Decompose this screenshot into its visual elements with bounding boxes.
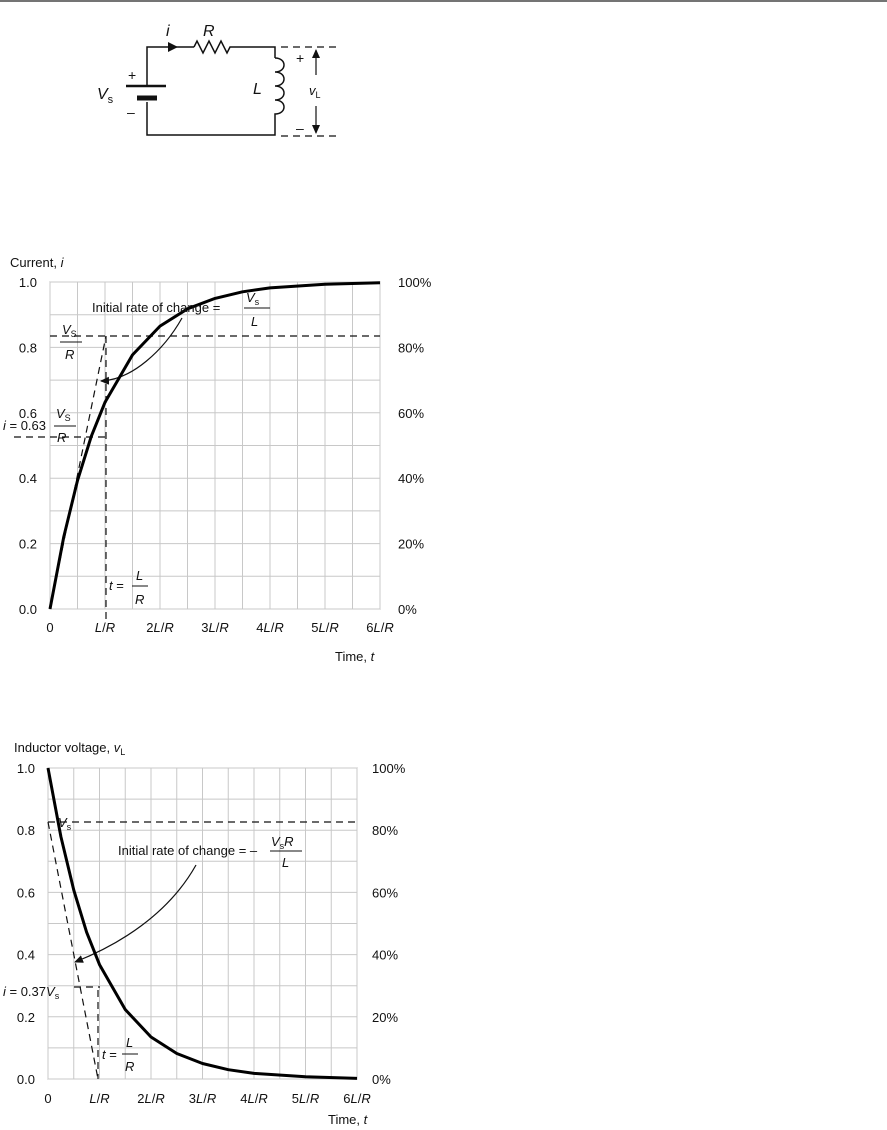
chart1-y-tick-label: 0.4	[18, 471, 37, 487]
chart2-rate-num: $V_sR$	[271, 834, 294, 851]
chart2-y-right-tick-label: 40%	[372, 947, 399, 963]
chart2-x-tick-label: 6L/R	[343, 1091, 371, 1106]
chart2-vs-label: $V_s$	[58, 815, 72, 832]
chart1-y-tick-label: 1.0	[18, 275, 37, 290]
chart1-y-tick-label: 0.0	[18, 602, 37, 617]
vl-minus: –	[296, 120, 304, 136]
source-plus: +	[128, 67, 137, 83]
chart1-x-tick-label: 3L/R	[201, 620, 229, 635]
chart2-rate-den: L	[282, 855, 290, 870]
voltage-chart	[3, 740, 406, 1127]
chart1-y-right-tick-label: 0%	[398, 602, 417, 617]
chart2-rate-text: Initial rate of change = –	[118, 843, 258, 858]
chart1-x-tick-label: L/R	[94, 620, 116, 635]
chart1-y-right-tick-label: 80%	[398, 340, 425, 356]
chart1-y-right-tick-label: 40%	[398, 471, 425, 487]
chart1-title: Current, i	[10, 255, 64, 270]
chart1-tau-den: R	[135, 592, 145, 607]
chart1-y-right-tick-label: 60%	[398, 405, 425, 421]
chart1-y-tick-label: 0.8	[18, 340, 37, 356]
chart2-x-tick-label: 5L/R	[291, 1091, 320, 1106]
current-arrow-icon	[168, 42, 178, 52]
chart2-tau-num: L	[126, 1035, 134, 1050]
chart2-y-tick-label: 0.2	[16, 1009, 35, 1025]
circuit-wire-right-top	[232, 47, 275, 58]
chart1-x-tick-label: 6L/R	[366, 620, 394, 635]
chart1-y-tick-label: 0.2	[18, 536, 37, 552]
current-chart	[3, 255, 432, 664]
chart1-tau-num: L	[136, 568, 144, 583]
chart2-x-tick-label: 3L/R	[188, 1091, 217, 1106]
chart2-tau-den: R	[125, 1059, 135, 1074]
chart2-y-tick-label: 0.6	[16, 885, 35, 901]
chart1-i063-prefix: i = 0.63	[3, 418, 47, 433]
chart2-initial-slope-line	[48, 822, 98, 1079]
chart1-x-tick-label: 5L/R	[311, 620, 339, 635]
chart2-y-right-tick-label: 20%	[372, 1009, 399, 1025]
chart1-i063-den: R	[57, 430, 67, 445]
chart1-y-right-tick-label: 100%	[398, 275, 432, 290]
circuit-wire-left-top	[147, 47, 194, 85]
chart1-rate-den: L	[251, 314, 259, 329]
chart1-tau-prefix: t =	[109, 578, 124, 593]
circuit-diagram	[97, 23, 340, 136]
chart2-y-tick-label: 0.4	[16, 947, 35, 963]
chart2-y-right-tick-label: 80%	[372, 823, 399, 839]
inductor-label: L	[253, 81, 262, 98]
vl-label: $v_L$	[309, 83, 321, 100]
chart2-y-right-tick-label: 0%	[372, 1072, 391, 1087]
resistor-symbol	[194, 41, 232, 53]
chart1-y-tick-label: 0.6	[18, 405, 37, 421]
current-label: i	[166, 23, 170, 40]
chart1-xlabel: Time, t	[335, 649, 375, 664]
chart2-x-tick-label: 2L/R	[137, 1091, 165, 1106]
chart1-rate-num: $V_s$	[246, 290, 260, 307]
chart1-x-tick-label: 0	[46, 620, 54, 635]
chart2-y-right-tick-label: 60%	[372, 885, 399, 901]
chart2-tau-prefix: t =	[102, 1047, 117, 1062]
circuit-wire-bottom	[147, 102, 275, 135]
chart2-x-tick-label: 0	[44, 1091, 52, 1106]
chart1-y-right-tick-label: 20%	[398, 536, 425, 552]
chart1-i063-num: $V_S$	[56, 406, 71, 423]
chart2-x-tick-label: L/R	[89, 1091, 110, 1106]
vl-plus: +	[296, 50, 305, 66]
chart2-title: Inductor voltage, $v_L$	[14, 740, 126, 757]
resistor-label: R	[203, 23, 215, 40]
chart2-i037-label: $i = 0.37V_s$	[3, 984, 60, 1001]
chart2-y-tick-label: 1.0	[16, 761, 35, 776]
chart2-y-right-tick-label: 100%	[372, 761, 406, 776]
chart1-rate-arrow	[101, 318, 182, 381]
chart2-y-tick-label: 0.0	[16, 1072, 35, 1087]
source-minus: –	[127, 104, 135, 120]
chart1-vsr-den: R	[65, 347, 75, 362]
source-label: $V_s$	[97, 86, 114, 106]
chart2-y-tick-label: 0.8	[16, 823, 35, 839]
chart1-rate-text: Initial rate of change =	[92, 300, 221, 315]
chart2-xlabel: Time, t	[328, 1112, 368, 1127]
chart1-vsr-num: $V_S$	[62, 322, 77, 339]
chart1-x-tick-label: 4L/R	[256, 620, 284, 635]
chart1-x-tick-label: 2L/R	[146, 620, 174, 635]
chart2-x-tick-label: 4L/R	[240, 1091, 268, 1106]
inductor-symbol	[275, 58, 284, 117]
